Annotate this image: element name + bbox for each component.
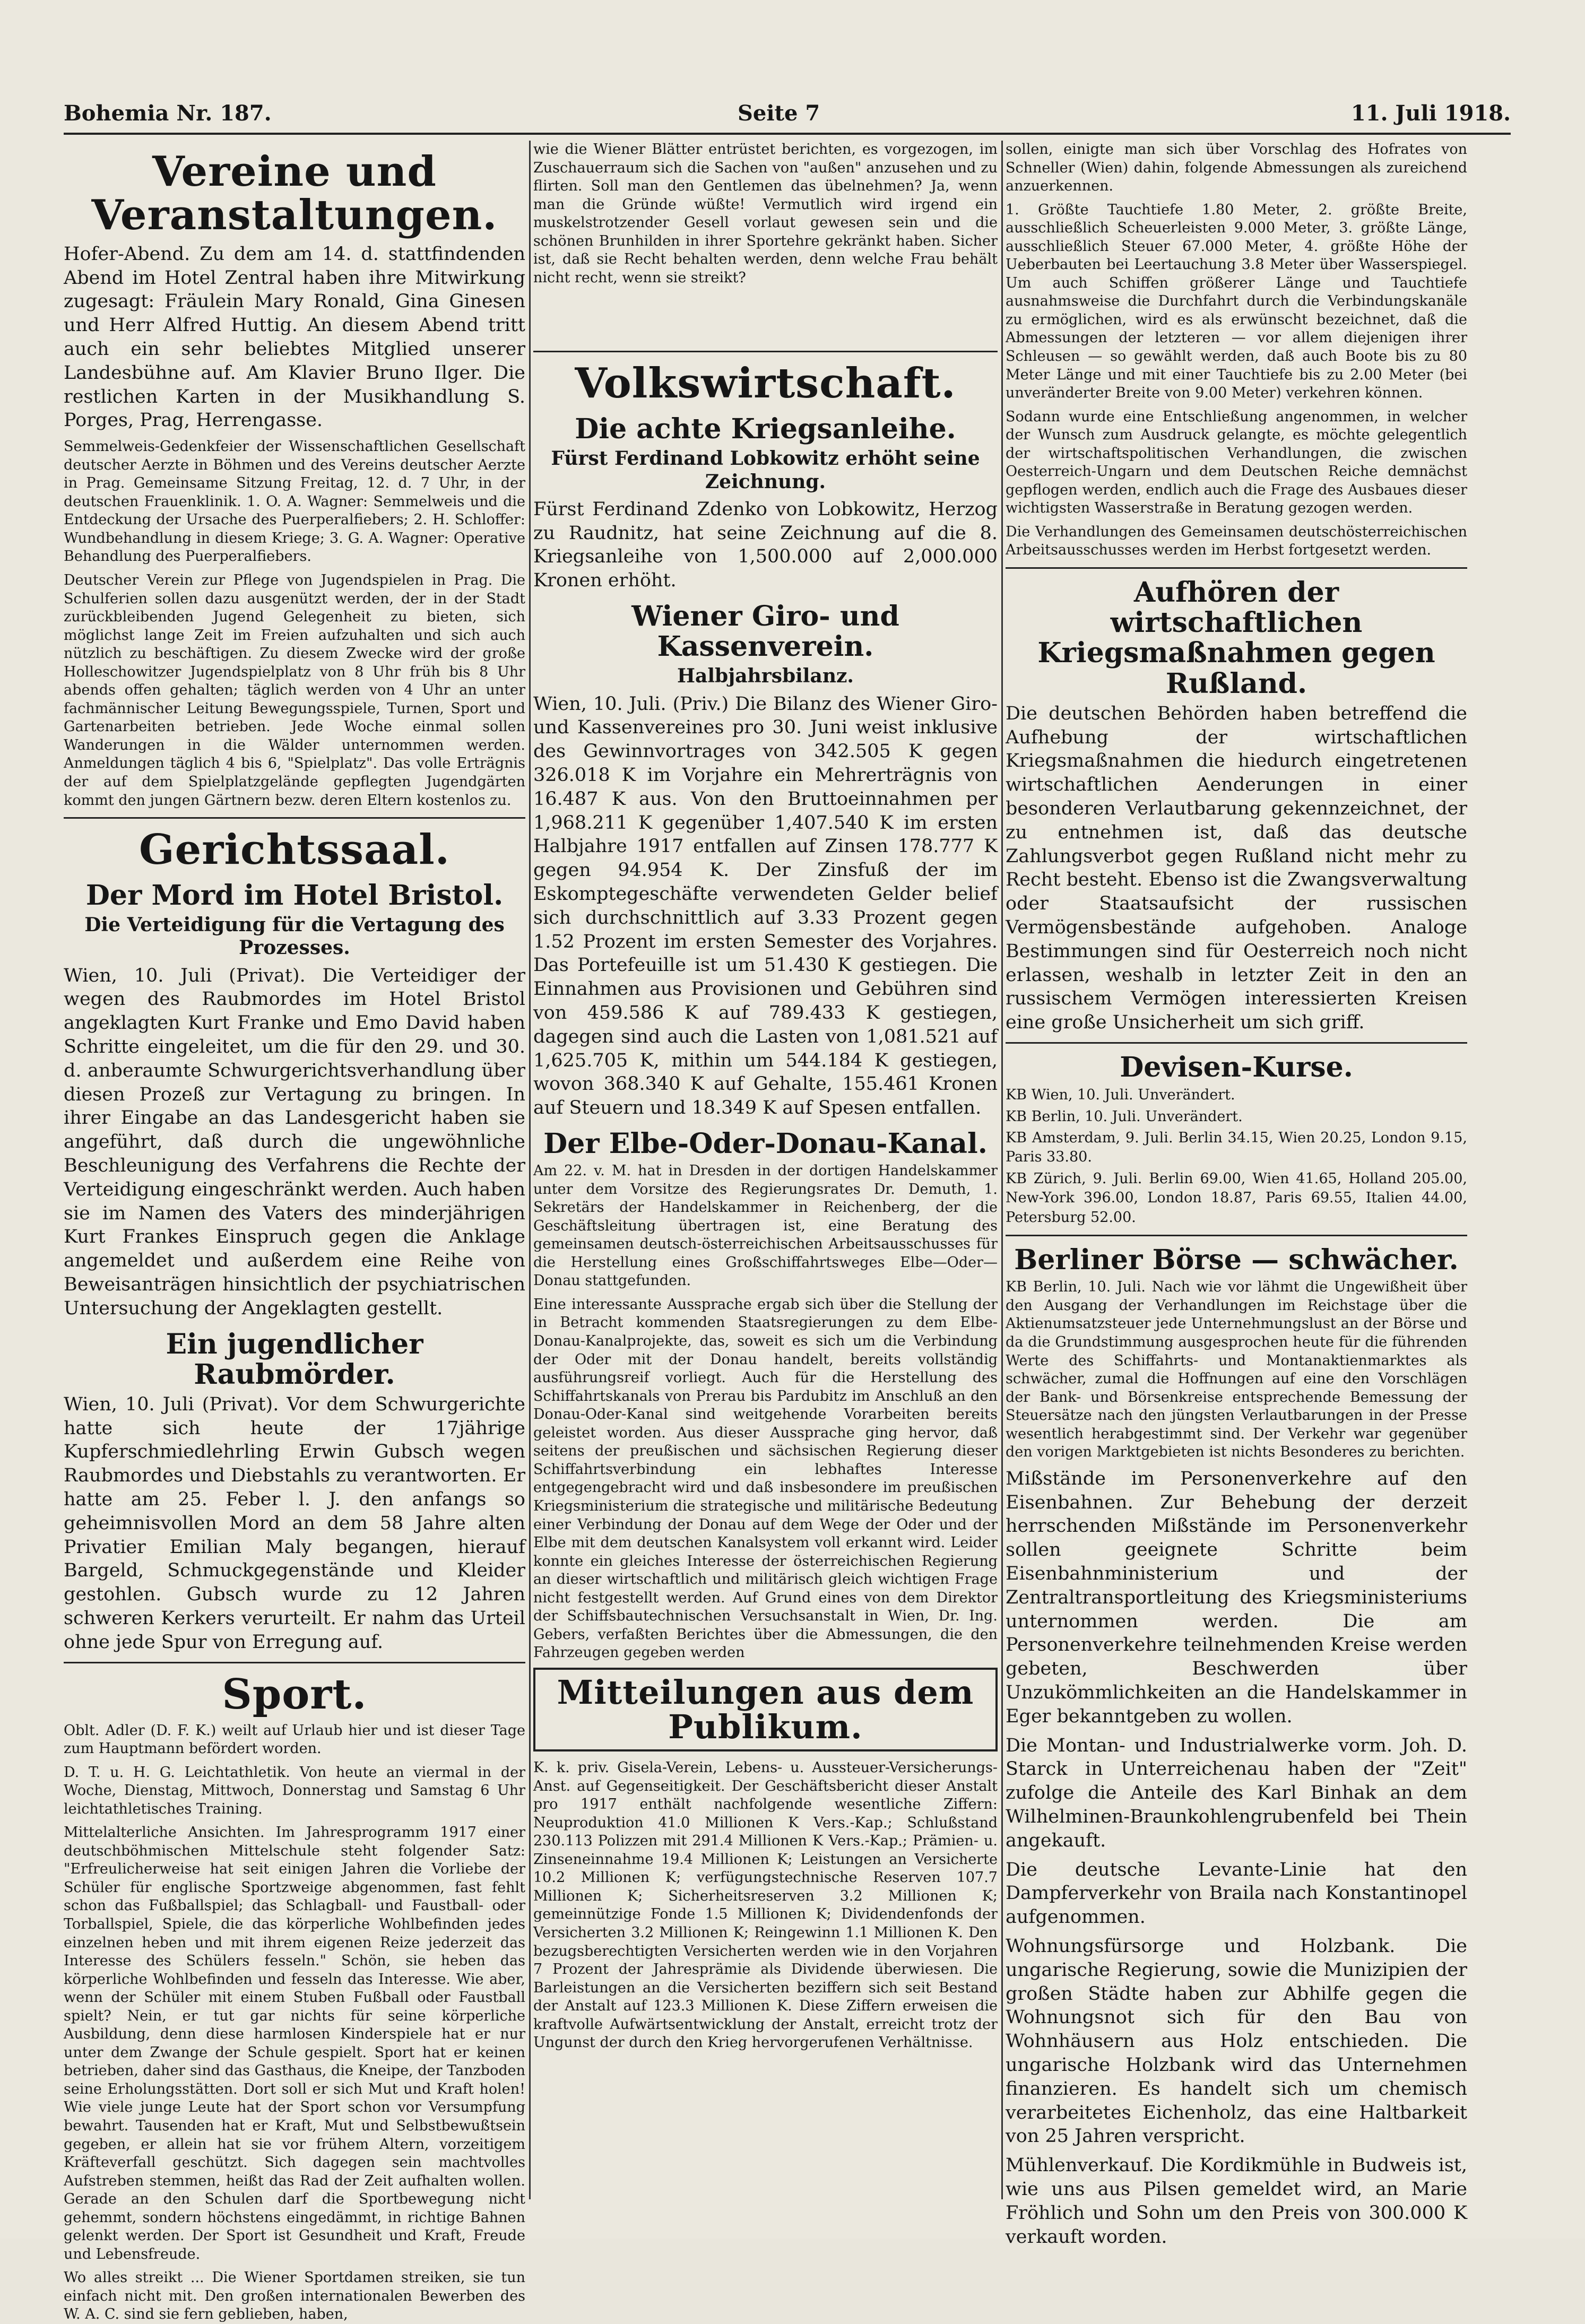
section-rule xyxy=(1006,1042,1467,1044)
article-paragraph: Fürst Ferdinand Zdenko von Lobkowitz, Herzog zu Raudnitz, hat seine Zeichnung auf die 8. Kriegsanleihe von 1,500.000 auf 2,000.000 Kronen erhöht. xyxy=(533,498,998,592)
page-header xyxy=(64,96,1511,138)
article-paragraph: Wo alles streikt ... Die Wiener Sportdamen streiken, sie tun einfach nicht mit. Den großen internationalen Bewerben des W. A. C. sind sie fern geblieben, haben, xyxy=(64,2269,525,2323)
article-paragraph: Sodann wurde eine Entschließung angenommen, in welcher der Wunsch zum Ausdruck gelangte, es möchte gelegentlich der wirtschaftspolitischen Verhandlungen, die zwischen Oesterreich-Ungarn und dem Deutschen Reiche demnächst gepflogen werden, endlich auch die Frage des Ausbaues dieser wichtigsten Wasserstraße in Beratung gezogen werden. xyxy=(1006,408,1467,517)
section-title-box xyxy=(533,1668,998,1751)
section-rule xyxy=(533,351,998,352)
article-paragraph: Die Verhandlungen des Gemeinsamen deutschösterreichischen Arbeitsausschusses werden im Herbst fortgesetzt werden. xyxy=(1006,523,1467,559)
section-title-sport: Sport. xyxy=(222,1670,367,1719)
article-paragraph: Deutscher Verein zur Pflege von Jugendspielen in Prag. Die Schulferien sollen dazu ausgenützt werden, der in der Stadt zurückbleibenden Jugend Gelegenheit zu bieten, sich möglichst lange Zeit im Freien aufzuhalten und sich auch nützlich zu beschäftigen. Zu diesem Zwecke wird der große Holleschowitzer Jugendspielplatz von 8 Uhr früh bis 8 Uhr abends offen gehalten; täglich werden von 4 Uhr an unter fachmännischer Leitung Bewegungsspiele, Turnen, Sport und Gartenarbeiten betrieben. Jede Woche einmal sollen Wanderungen in die Wälder unternommen werden. Anmeldungen täglich 4 bis 6, "Spielplatz". Das volle Erträgnis der auf dem Spielplatzgelände gepflegten Jugendgärten kommt den jungen Gärtnern bezw. deren Eltern kostenlos zu. xyxy=(64,571,525,809)
article-title: Die achte Kriegsanleihe. xyxy=(575,413,956,446)
article-subtitle: Halbjahrsbilanz. xyxy=(677,665,854,688)
article-title: Ein jugendlicher Raubmörder. xyxy=(166,1328,423,1391)
section-title-mitteilungen: Mitteilungen aus dem Publikum. xyxy=(557,1672,974,1746)
section-rule xyxy=(1006,567,1467,569)
section-title-volkswirtschaft: Volkswirtschaft. xyxy=(575,359,956,408)
article-title: Wiener Giro- und Kassenverein. xyxy=(631,600,899,663)
exchange-rate-line: KB Zürich, 9. Juli. Berlin 69.00, Wien 41.65, Holland 205.00, New-York 396.00, London 18.87, Paris 69.55, Italien 44.00, Petersburg 52.00. xyxy=(1006,1170,1467,1226)
article-paragraph: Mittelalterliche Ansichten. Im Jahresprogramm 1917 einer deutschböhmischen Mittelschule steht folgender Satz: "Erfreulicherweise hat seit einigen Jahren die Vorliebe der Schüler für englische Sportzweige abgenommen, fast fehlt schon das Fußballspiel; das Schlagball- und Faustball- oder Torballspiel, Spiele, die das körperliche Wohlbefinden jedes einzelnen heben und mit ihrem eigenen Reize jederzeit das Interesse des Schülers fesseln." Schön, sie heben das körperliche Wohlbefinden und fesseln das Interesse. Wie aber, wenn der Schüler mit einem Stuben Fußball oder Faustball spielt? Nein, er tut gar nichts für seine körperliche Ausbildung, denn diese harmlosen Kinderspiele hat er nur unter dem Zwange der Schule gespielt. Sport hat er keinen betrieben, daher sind das Gasthaus, die Kneipe, der Tanzboden seine Erholungsstätten. Dort soll er sich Mut und Kraft holen! Wie viele junge Leute hat der Sport schon vor Versumpfung bewahrt. Tausenden hat er Kraft, Mut und Selbstbewußtsein gegeben, er allein hat sie vor frühem Altern, vorzeitigem Kräfteverfall geschützt. Sich dagegen sein machtvolles Aufstreben stemmen, heißt das Rad der Zeit aufhalten wollen. Gerade an den Schulen darf die Sportbewegung nicht gehemmt, sondern höchstens eingedämmt, in richtige Bahnen gelenkt werden. Der Sport ist Gesundheit und Kraft, Freude und Lebensfreude. xyxy=(64,1824,525,2262)
exchange-rate-line: KB Berlin, 10. Juli. Unverändert. xyxy=(1006,1108,1243,1125)
article-paragraph: wie die Wiener Blätter entrüstet berichten, es vorgezogen, im Zuschauerraum sich die Sachen von "außen" anzusehen und zu flirten. Soll man den Gentlemen das übelnehmen? Ja, wenn man die Gründe wüßte! Vermutlich wird irgend ein muskelstrotzender Gesell vorlaut gewesen sein und die schönen Brunhilden in ihrer Sportehre gekränkt haben. Sicher ist, daß sie Recht behalten werden, denn welche Frau behält nicht recht, wenn sie streikt? xyxy=(533,141,998,286)
article-paragraph: Wien, 10. Juli (Privat). Die Verteidiger der wegen des Raubmordes im Hotel Bristol angeklagten Kurt Franke und Emo David haben Schritte eingeleitet, um die für den 29. und 30. d. anberaumte Schwurgerichtsverhandlung über diesen Prozeß zur Vertagung zu bringen. In ihrer Eingabe an das Landesgericht haben sie angeführt, daß durch die ungewöhnliche Beschleunigung des Verfahrens die Rechte der Verteidigung eingeschränkt werden. Auch haben sie im Namen des Vaters des minderjährigen Kurt Frankes Einspruch gegen die Anklage angemeldet und außerdem eine Reihe von Beweisanträgen hinsichtlich der psychiatrischen Untersuchung der Angeklagten gestellt. xyxy=(64,965,525,1319)
article-paragraph: 1. Größte Tauchtiefe 1.80 Meter, 2. größte Breite, ausschließlich Scheuerleisten 9.000 Meter, 3. größte Länge, ausschließlich Steuer 67.000 Meter, 4. größte Höhe der Ueberbauten bei Leertauchung 3.8 Meter über Wasserspiegel. Um auch Schiffen größerer Länge und Tauchtiefe ausnahmsweise die Durchfahrt durch die Verbindungskanäle zu ermöglichen, wird es als erwünscht bezeichnet, daß die Abmessungen der letzteren — vor allem diejenigen ihrer Schleusen — so gewählt werden, daß auch Boote bis zu 80 Meter Länge und mit einer Tauchtiefe bis zu 2.00 Meter (bei unveränderter Breite von 9.00 Meter) verkehren können. xyxy=(1006,201,1467,402)
article-title: Aufhören der wirtschaftlichen Kriegsmaßnahmen gegen Rußland. xyxy=(1037,576,1435,700)
article-subtitle: Die Verteidigung für die Vertagung des Prozesses. xyxy=(84,914,505,959)
article-paragraph: Oblt. Adler (D. F. K.) weilt auf Urlaub hier und ist dieser Tage zum Hauptmann befördert worden. xyxy=(64,1722,525,1757)
article-title: Der Mord im Hotel Bristol. xyxy=(85,879,504,912)
exchange-rate-line: KB Amsterdam, 9. Juli. Berlin 34.15, Wien 20.25, London 9.15, Paris 33.80. xyxy=(1006,1130,1467,1166)
section-rule xyxy=(64,817,525,819)
section-rule xyxy=(1006,1235,1467,1236)
article-title: Berliner Börse — schwächer. xyxy=(1014,1244,1459,1277)
section-title-vereine: Vereine und Veranstaltungen. xyxy=(91,148,498,239)
article-paragraph: Wohnungsfürsorge und Holzbank. Die ungarische Regierung, sowie die Munizipien der großen Städte haben zur Abhilfe gegen die Wohnungsnot sich für den Bau von Wohnhäusern aus Holz entschieden. Die ungarische Holzbank wird das Unternehmen finanzieren. Es handelt sich um chemisch verarbeitetes Eichenholz, das eine Haltbarkeit von 25 Jahren verspricht. xyxy=(1006,1935,1467,2147)
article-paragraph: Die deutschen Behörden haben betreffend die Aufhebung der wirtschaftlichen Kriegsmaßnahmen die hiedurch eingetretenen wirtschaftlichen Aenderungen in einer besonderen Verlautbarung gekennzeichnet, der zu entnehmen ist, daß das deutsche Zahlungsverbot gegen Rußland nicht mehr zu Recht besteht. Ebenso ist die Zwangsverwaltung oder Staatsaufsicht der russischen Vermögensbestände aufgehoben. Analoge Bestimmungen sind für Oesterreich noch nicht erlassen, weshalb in letzter Zeit in den an russischem Vermögen interessierten Kreisen eine große Unsicherheit um sich griff. xyxy=(1006,703,1467,1034)
article-paragraph: Mißstände im Personenverkehre auf den Eisenbahnen. Zur Behebung der derzeit herrschenden Mißstände im Personenverkehr sollen geeignete Schritte beim Eisenbahnministerium und der Zentraltransportleitung des Kriegsministeriums unternommen werden. Die am Personenverkehre teilnehmenden Kreise werden gebeten, Beschwerden über Unzukömmlichkeiten an die Handelskammer in Eger bekanntgeben zu wollen. xyxy=(1006,1468,1467,1727)
article-paragraph: Mühlenverkauf. Die Kordikmühle in Budweis ist, wie uns aus Pilsen gemeldet wird, an Marie Fröhlich und Sohn um den Preis von 300.000 K verkauft worden. xyxy=(1006,2155,1467,2248)
section-rule xyxy=(64,1662,525,1663)
article-paragraph: K. k. priv. Gisela-Verein, Lebens- u. Aussteuer-Versicherungs-Anst. auf Gegenseitigkeit. Der Geschäftsbericht dieser Anstalt pro 1917 enthält nachfolgende wesentliche Ziffern: Neuproduktion 41.0 Millionen K Vers.-Kap.; Schlußstand 230.113 Polizzen mit 291.4 Millionen K Vers.-Kap.; Prämien- u. Zinseneinnahme 19.4 Millionen K; Leistungen an Versicherte 10.2 Millionen K; verfügungstechnische Reserven 107.7 Millionen K; Sicherheitsreserven 3.2 Millionen K; gemeinnützige Fonde 1.5 Millionen K; Dividendenfonds der Versicherten 3.2 Millionen K; Reingewinn 1.1 Millionen K. Den bezugsberechtigten Versicherten werden wie in den Vorjahren 7 Prozent der Jahresprämie als Dividende überwiesen. Die Barleistungen an die Versicherten beziffern sich seit Bestand der Anstalt auf 123.3 Millionen K. Diese Ziffern erweisen die kraftvolle Aufwärtsentwicklung der Anstalt, erreicht trotz der Ungunst der durch den Krieg hervorgerufenen Verhältnisse. xyxy=(533,1759,998,2051)
article-paragraph: Am 22. v. M. hat in Dresden in der dortigen Handelskammer unter dem Vorsitze des Regierungsrates Dr. Demuth, 1. Sekretärs der Handelskammer in Reichenberg, der die Geschäftsleitung übertragen ist, eine Beratung des gemeinsamen deutsch-österreichischen Arbeitsausschusses für die Herstellung eines Großschiffahrtsweges Elbe—Oder—Donau stattgefunden. xyxy=(533,1163,998,1289)
column-2 xyxy=(533,141,998,2210)
article-title: Der Elbe-Oder-Donau-Kanal. xyxy=(543,1127,988,1160)
article-paragraph: sollen, einigte man sich über Vorschlag des Hofrates von Schneller (Wien) dahin, folgende Abmessungen als zureichend anzuerkennen. xyxy=(1006,141,1467,195)
section-title-gerichtssaal: Gerichtssaal. xyxy=(139,826,450,874)
exchange-rate-line: KB Wien, 10. Juli. Unverändert. xyxy=(1006,1087,1235,1104)
article-subtitle: Fürst Ferdinand Lobkowitz erhöht seine Zeichnung. xyxy=(551,447,980,493)
issue-number: Bohemia Nr. 187. xyxy=(64,101,272,126)
article-paragraph: Die Montan- und Industrialwerke vorm. Joh. D. Starck in Unterreichenau haben der "Zeit" zufolge die Anteile des Karl Binhak an dem Wilhelminen-Braunkohlengrubenfeld bei Thein angekauft. xyxy=(1006,1735,1467,1851)
header-rule xyxy=(64,133,1511,135)
article-paragraph: D. T. u. H. G. Leichtathletik. Von heute an viermal in der Woche, Dienstag, Mittwoch, Donnerstag und Samstag 6 Uhr leichtathletisches Training. xyxy=(64,1764,525,1817)
article-title: Devisen-Kurse. xyxy=(1120,1051,1353,1083)
article-paragraph: Hofer-Abend. Zu dem am 14. d. stattfindenden Abend im Hotel Zentral haben ihre Mitwirkung zugesagt: Fräulein Mary Ronald, Gina Ginesen und Herr Alfred Huttig. An diesem Abend tritt auch ein sehr beliebtes Mitglied unserer Landesbühne auf. Am Klavier Bruno Ilger. Die restlichen Karten in der Musikhandlung S. Porges, Prag, Herrengasse. xyxy=(64,243,525,431)
article-paragraph: KB Berlin, 10. Juli. Nach wie vor lähmt die Ungewißheit über den Ausgang der Verhandlungen im Reichstage über die Aktienumsatzsteuer jede Unternehmungslust an der Börse und da die Grundstimmung ausgesprochen heute für die führenden Werte des Schiffahrts- und Montanaktienmarktes als schwächer, zumal die Hoffnungen auf eine den Vorschlägen der Bank- und Börsenkreise entsprechende Bemessung der Steuersätze nach den jüngsten Verlautbarungen in der Presse wesentlich herabgestimmt sind. Der Verkehr war gegenüber den vorigen Marktgebieten ist nichts Besonderes zu berichten. xyxy=(1006,1279,1467,1461)
issue-date: 11. Juli 1918. xyxy=(1350,101,1511,126)
column-1 xyxy=(64,141,525,2323)
column-divider xyxy=(1001,141,1003,2199)
column-divider xyxy=(529,141,531,2199)
column-3 xyxy=(1006,141,1467,2248)
article-paragraph: Die deutsche Levante-Linie hat den Dampferverkehr von Braila nach Konstantinopel aufgenommen. xyxy=(1006,1859,1467,1928)
article-paragraph: Eine interessante Aussprache ergab sich über die Stellung der in Betracht kommenden Staatsregierungen zu dem Elbe-Donau-Kanalprojekte, das, soweit es sich um die Verbindung der Oder mit der Donau handelt, bereits vollständig ausführungsreif vorliegt. Auch für die Herstellung des Schiffahrtskanals von Prerau bis Pardubitz im Anschluß an den Donau-Oder-Kanal sind weitgehende Vorarbeiten bereits geleistet worden. Aus dieser Aussprache ging hervor, daß seitens der preußischen und sächsischen Regierung dieser Schiffahrtsverbindung ein lebhaftes Interesse entgegengebracht wird und daß insbesondere im preußischen Kriegsministerium die strategische und militärische Bedeutung einer Verbindung der Donau auf dem Wege der Oder und der Elbe mit dem deutschen Kanalsystem voll erkannt wird. Leider konnte ein gleiches Interesse der österreichischen Regierung an dieser wirtschaftlich und militärisch gleich wichtigen Frage nicht festgestellt werden. Auf Grund eines von dem Direktor der Schiffsbautechnischen Versuchsanstalt in Wien, Dr. Ing. Gebers, verfaßten Berichtes über die Abmessungen, die den Fahrzeugen gegeben werden xyxy=(533,1296,998,1661)
page-number: Seite 7 xyxy=(738,101,820,126)
article-paragraph: Semmelweis-Gedenkfeier der Wissenschaftlichen Gesellschaft deutscher Aerzte in Böhmen und des Vereins deutscher Aerzte in Prag. Gemeinsame Sitzung Freitag, 12. d. 7 Uhr, in der deutschen Frauenklinik. 1. O. A. Wagner: Semmelweis und die Entdeckung der Ursache des Puerperalfiebers; 2. H. Schloffer: Wundbehandlung in diesem Kriege; 3. G. A. Wagner: Operative Behandlung des Puerperalfiebers. xyxy=(64,438,525,565)
article-paragraph: Wien, 10. Juli. (Priv.) Die Bilanz des Wiener Giro- und Kassenvereines pro 30. Juni weist inklusive des Gewinnvortrages von 342.505 K gegen 326.018 K im Vorjahre ein Mehrerträgnis von 16.487 K aus. Von den Bruttoeinnahmen per 1,968.211 K gegenüber 1,407.540 K im ersten Halbjahre 1917 entfallen auf Zinsen 178.777 K gegen 94.954 K. Der Zinsfuß der im Eskomptegeschäfte verwendeten Gelder belief sich durchschnittlich auf 3.33 Prozent gegen 1.52 Prozent im ersten Semester des Vorjahres. Das Portefeuille ist um 51.430 K gestiegen. Die Einnahmen aus Provisionen und Gebühren sind von 459.586 K auf 789.433 K gestiegen, dagegen sind auch die Lasten von 1,081.521 auf 1,625.705 K, mithin um 544.184 K gestiegen, wovon 368.340 K auf Gehalte, 155.461 Kronen auf Steuern und 18.349 K auf Spesen entfallen. xyxy=(533,693,998,1119)
article-paragraph: Wien, 10. Juli (Privat). Vor dem Schwurgerichte hatte sich heute der 17jährige Kupferschmiedlehrling Erwin Gubsch wegen Raubmordes und Diebstahls zu verantworten. Er hatte am 25. Feber l. J. den anfangs so geheimnisvollen Mord an dem 58 Jahre alten Privatier Emilian Maly begangen, hierauf Bargeld, Schmuckgegenstände und Kleider gestohlen. Gubsch wurde zu 12 Jahren schweren Kerkers verurteilt. Er nahm das Urteil ohne jede Spur von Erregung auf. xyxy=(64,1393,525,1653)
